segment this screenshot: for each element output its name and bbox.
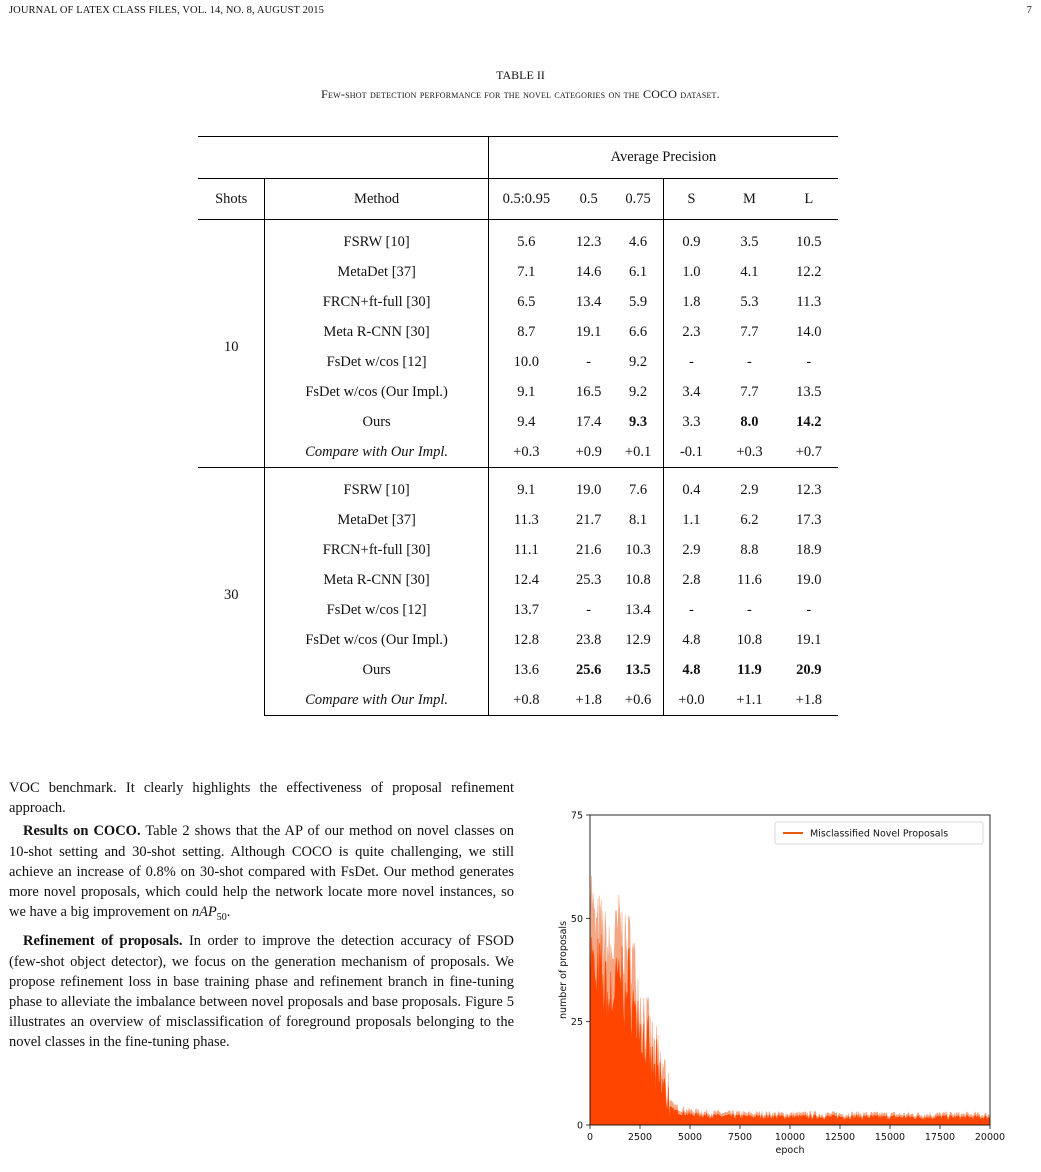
method-cell: FsDet w/cos [12]	[265, 347, 488, 377]
value-cell: 7.7	[740, 383, 759, 400]
value-cell: 9.1	[488, 377, 564, 407]
value-cell: 14.2	[796, 413, 822, 430]
col-header-aps: S	[663, 179, 719, 220]
text-results-coco: Table 2 shows that the AP of our method on novel classes on 10-shot setting and 30-shot setting. Although COCO is quite challenging, we still achieve an increase of 0.8% on 30-shot compared with FsDet. Our method generates more novel proposals, which could help the network locate more novel instances, so we have a big improvement on	[9, 823, 514, 921]
value-cell: 5.3	[740, 293, 759, 310]
journal-header: JOURNAL OF LATEX CLASS FILES, VOL. 14, NO. 8, AUGUST 2015	[9, 5, 324, 16]
x-tick-label: 2500	[627, 1132, 653, 1143]
x-tick-label: 5000	[677, 1132, 703, 1143]
value-cell: +0.3	[736, 443, 763, 460]
method-cell: Compare with Our Impl.	[265, 437, 488, 468]
table-label: TABLE II	[496, 68, 545, 82]
value-cell: 12.2	[796, 263, 822, 280]
figure-5-chart	[540, 795, 1020, 1155]
value-cell: 11.3	[796, 293, 822, 310]
value-cell: 21.7	[575, 511, 602, 528]
paragraph-results-coco: Results on COCO. Table 2 shows that the AP of our method on novel classes on 10-shot setting and 30-shot setting. Although COCO is quite challenging, we still achieve an increase of 0.8% on 30-shot compared with FsDet. Our method generates more novel proposals, which could help the network locate more novel instances, so we have a big improvement on nAP$_{50}$.	[9, 823, 514, 924]
table-row	[198, 565, 838, 595]
table-row	[198, 505, 838, 535]
table-row	[198, 535, 838, 565]
value-cell: 0.4	[663, 468, 719, 506]
value-cell: 10.8	[736, 631, 763, 648]
value-cell: -	[586, 353, 592, 370]
value-cell: 4.8	[663, 625, 719, 655]
method-cell: MetaDet [37]	[265, 257, 488, 287]
value-cell: 11.1	[488, 535, 564, 565]
value-cell: 12.4	[488, 565, 564, 595]
group-30-shot	[198, 468, 838, 716]
value-cell: -	[747, 601, 752, 618]
table-caption	[0, 87, 1041, 102]
value-cell: 17.3	[796, 511, 822, 528]
shots-cell: 30	[198, 468, 265, 716]
col-header-method: Method	[265, 179, 488, 220]
value-cell: 9.3	[629, 413, 648, 430]
value-cell: +0.6	[614, 685, 664, 716]
value-cell: 25.3	[575, 571, 602, 588]
table-caption-prefix: Few-shot detection performance for the novel categories on the	[321, 87, 640, 101]
value-cell: 13.7	[488, 595, 564, 625]
table-caption-suffix: dataset.	[680, 87, 720, 101]
x-tick-label: 17500	[924, 1132, 956, 1143]
value-cell: 19.1	[796, 631, 822, 648]
lead-results-coco: Results on COCO.	[23, 823, 141, 840]
value-cell: +0.8	[488, 685, 564, 716]
col-header-apl: L	[780, 179, 838, 220]
value-cell: 11.3	[488, 505, 564, 535]
shots-cell: 10	[198, 220, 265, 468]
value-cell: 13.5	[625, 661, 651, 678]
value-cell: 8.1	[629, 511, 648, 528]
value-cell: +0.0	[663, 685, 719, 716]
value-cell: +0.1	[624, 443, 652, 460]
value-cell: 0.9	[663, 220, 719, 258]
method-cell: Ours	[265, 655, 488, 685]
value-cell: 11.6	[737, 571, 762, 588]
value-cell: -	[586, 601, 592, 618]
x-tick-label: 0	[586, 1132, 594, 1143]
page-number: 7	[1026, 5, 1032, 16]
method-cell: FRCN+ft-full [30]	[265, 287, 488, 317]
lead-refinement: Refinement of proposals.	[23, 933, 183, 950]
value-cell: 25.6	[575, 661, 602, 678]
value-cell: 6.5	[488, 287, 564, 317]
running-head	[9, 5, 1032, 16]
value-cell: 8.8	[740, 541, 759, 558]
y-tick-label: 0	[576, 1120, 583, 1132]
value-cell: 7.7	[740, 323, 759, 340]
value-cell: 9.2	[629, 383, 648, 400]
table-header-row	[198, 179, 838, 220]
method-cell: FsDet w/cos (Our Impl.)	[265, 377, 488, 407]
x-tick-label: 12500	[824, 1132, 856, 1143]
value-cell: 19.0	[796, 571, 822, 588]
value-cell: 6.1	[629, 263, 648, 280]
method-cell: FRCN+ft-full [30]	[265, 535, 488, 565]
value-cell: 17.4	[575, 413, 602, 430]
value-cell: 2.9	[663, 535, 719, 565]
value-cell: 12.9	[625, 631, 651, 648]
value-cell: 4.6	[614, 220, 664, 258]
col-header-apm: M	[719, 179, 779, 220]
x-axis-label: epoch	[775, 1145, 805, 1155]
value-cell: 13.6	[488, 655, 564, 685]
y-tick-label: 25	[570, 1017, 583, 1029]
value-cell: 13.4	[575, 293, 602, 310]
table-row	[198, 407, 838, 437]
math-nap: nAP$_{50}$	[191, 904, 227, 924]
legend-label: Misclassified Novel Proposals	[810, 828, 949, 840]
value-cell: -	[663, 347, 719, 377]
value-cell: 1.1	[663, 505, 719, 535]
value-cell: 21.6	[575, 541, 602, 558]
value-cell: 4.1	[740, 263, 759, 280]
value-cell: 5.6	[488, 220, 564, 258]
value-cell: 8.0	[740, 413, 759, 430]
table-row	[198, 347, 838, 377]
paragraph-voc: VOC benchmark. It clearly highlights the effectiveness of proposal refinement approach.	[9, 780, 514, 817]
text-refinement: In order to improve the detection accuracy of FSOD (few-shot object detector), we focus on the generation mechanism of proposals. We propose refinement loss in base training phase and refinement branch in fine-tuning phase to alleviate the imbalance between novel proposals and base proposals. Figure 5 illustrates an overview of misclassification of foreground proposals belonging to the novel classes in the fine-tuning phase.	[9, 933, 514, 1051]
table-row	[198, 437, 838, 468]
value-cell: 1.8	[663, 287, 719, 317]
value-cell: 3.3	[663, 407, 719, 437]
value-cell: 14.0	[796, 323, 822, 340]
value-cell: 9.4	[488, 407, 564, 437]
x-tick-label: 10000	[774, 1132, 806, 1143]
value-cell: -	[806, 601, 812, 618]
results-table	[198, 136, 838, 716]
table-row	[198, 685, 838, 716]
value-cell: 9.1	[488, 468, 564, 506]
value-cell: +0.3	[488, 437, 564, 468]
value-cell: 3.4	[663, 377, 719, 407]
y-tick-label: 75	[570, 810, 583, 822]
table-row	[198, 220, 838, 258]
value-cell: 10.8	[625, 571, 651, 588]
x-tick-label: 20000	[974, 1132, 1006, 1143]
value-cell: 19.1	[575, 323, 602, 340]
table-caption-dataset: COCO	[642, 87, 678, 101]
table-row	[198, 377, 838, 407]
value-cell: 5.9	[629, 293, 648, 310]
value-cell: -0.1	[663, 437, 719, 468]
value-cell: 16.5	[575, 383, 602, 400]
col-header-ap75: 0.75	[614, 179, 664, 220]
method-cell: Meta R-CNN [30]	[265, 565, 488, 595]
value-cell: 4.8	[663, 655, 719, 685]
value-cell: -	[663, 595, 719, 625]
value-cell: +1.1	[719, 685, 779, 716]
table-row	[198, 257, 838, 287]
x-tick-label: 15000	[874, 1132, 906, 1143]
value-cell: 18.9	[796, 541, 822, 558]
method-cell: FsDet w/cos (Our Impl.)	[265, 625, 488, 655]
col-header-shots: Shots	[198, 179, 265, 220]
method-cell: Meta R-CNN [30]	[265, 317, 488, 347]
table-row	[198, 655, 838, 685]
value-cell: 12.3	[780, 468, 838, 506]
y-tick-label: 50	[570, 913, 583, 925]
method-cell: FSRW [10]	[265, 468, 488, 506]
value-cell: 10.3	[625, 541, 651, 558]
value-cell: 9.2	[629, 353, 648, 370]
value-cell: 2.9	[719, 468, 779, 506]
table-row	[198, 625, 838, 655]
body-text	[9, 778, 514, 1053]
value-cell: 6.2	[740, 511, 759, 528]
col-header-ap50: 0.5	[564, 179, 614, 220]
y-axis-label: number of proposals	[558, 920, 569, 1020]
value-cell: +0.9	[575, 443, 602, 460]
value-cell: 1.0	[663, 257, 719, 287]
value-cell: 10.5	[780, 220, 838, 258]
method-cell: FsDet w/cos [12]	[265, 595, 488, 625]
value-cell: 7.1	[488, 257, 564, 287]
x-tick-label: 7500	[727, 1132, 753, 1143]
value-cell: +1.8	[780, 685, 838, 716]
paragraph-refinement	[9, 931, 514, 1052]
table-header-group-row	[198, 137, 838, 179]
table-row	[198, 595, 838, 625]
method-cell: FSRW [10]	[265, 220, 488, 258]
average-precision-header: Average Precision	[488, 137, 838, 179]
value-cell: -	[806, 353, 812, 370]
value-cell: 7.6	[614, 468, 664, 506]
value-cell: +0.7	[795, 443, 822, 460]
method-cell: Ours	[265, 407, 488, 437]
value-cell: 8.7	[488, 317, 564, 347]
method-cell: MetaDet [37]	[265, 505, 488, 535]
value-cell: 20.9	[796, 661, 822, 678]
value-cell: 12.3	[564, 220, 614, 258]
value-cell: +1.8	[564, 685, 614, 716]
value-cell: 2.8	[663, 565, 719, 595]
value-cell: 13.4	[625, 601, 651, 618]
series-area	[590, 934, 990, 1125]
col-header-ap: 0.5:0.95	[488, 179, 564, 220]
value-cell: 14.6	[575, 263, 602, 280]
value-cell: 12.8	[488, 625, 564, 655]
value-cell: 19.0	[564, 468, 614, 506]
table-row	[198, 287, 838, 317]
value-cell: 3.5	[719, 220, 779, 258]
value-cell: 23.8	[575, 631, 602, 648]
value-cell: 2.3	[663, 317, 719, 347]
table-row	[198, 317, 838, 347]
method-cell: Compare with Our Impl.	[265, 685, 488, 716]
value-cell: 10.0	[488, 347, 564, 377]
value-cell: 13.5	[796, 383, 822, 400]
table-row	[198, 468, 838, 506]
value-cell: 11.9	[737, 661, 762, 678]
group-10-shot	[198, 220, 838, 468]
value-cell: -	[747, 353, 752, 370]
value-cell: 6.6	[629, 323, 648, 340]
